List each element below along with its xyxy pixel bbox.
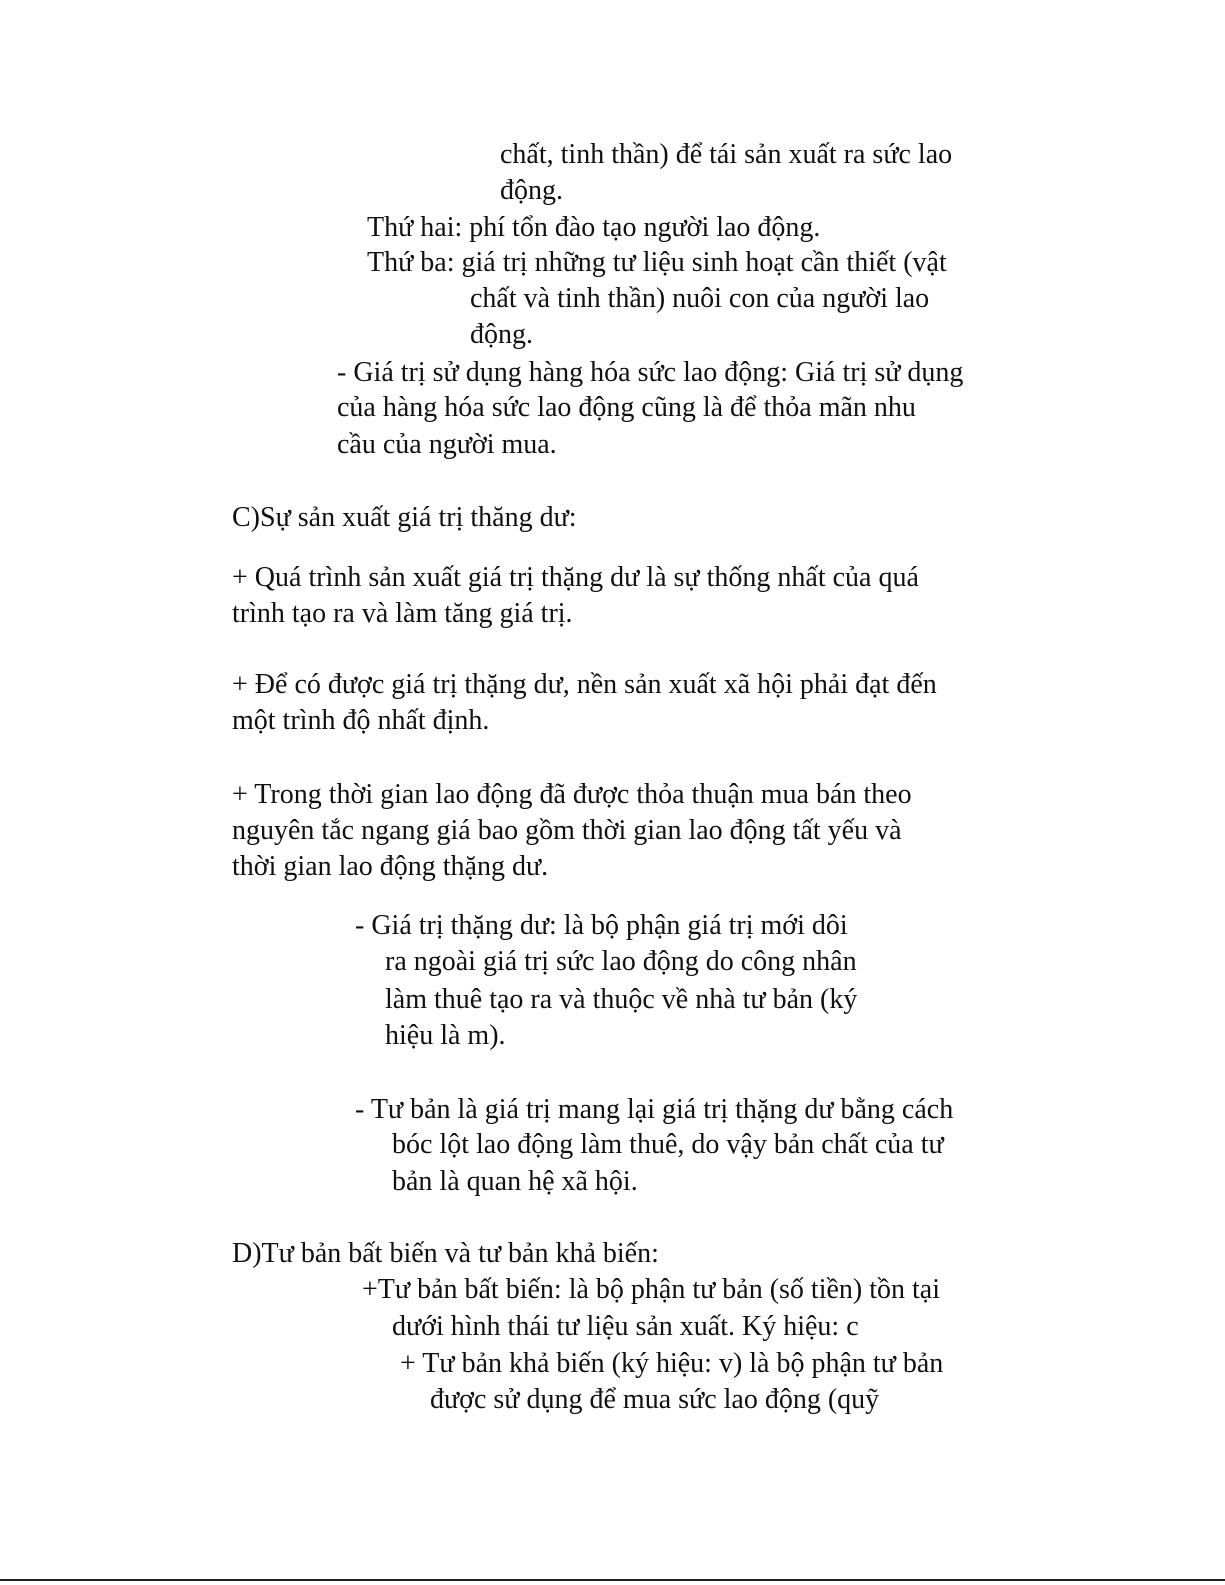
text-line: - Giá trị sử dụng hàng hóa sức lao động: Giá trị sử dụng — [337, 357, 964, 388]
text-line: dưới hình thái tư liệu sản xuất. Ký hiệu: c — [392, 1311, 859, 1342]
text-line: bóc lột lao động làm thuê, do vậy bản chất của tư — [392, 1129, 944, 1160]
text-line: - Giá trị thặng dư: là bộ phận giá trị mới dôi — [355, 910, 848, 941]
text-line: trình tạo ra và làm tăng giá trị. — [232, 598, 573, 629]
text-line: +Tư bản bất biến: là bộ phận tư bản (số tiền) tồn tại — [362, 1274, 941, 1305]
text-line: của hàng hóa sức lao động cũng là để thỏa mãn nhu — [337, 392, 916, 423]
text-line: + Quá trình sản xuất giá trị thặng dư là sự thống nhất của quá — [232, 562, 919, 593]
text-line: chất và tinh thần) nuôi con của người lao — [470, 283, 930, 314]
text-line: + Để có được giá trị thặng dư, nền sản xuất xã hội phải đạt đến — [232, 669, 937, 700]
text-line: Thứ hai: phí tổn đào tạo người lao động. — [367, 212, 821, 243]
text-line: làm thuê tạo ra và thuộc về nhà tư bản (ký — [385, 984, 858, 1015]
text-line: + Tư bản khả biến (ký hiệu: v) là bộ phận tư bản — [400, 1348, 944, 1379]
text-line: thời gian lao động thặng dư. — [232, 851, 549, 882]
text-line: ra ngoài giá trị sức lao động do công nhân — [385, 946, 857, 977]
text-line: Thứ ba: giá trị những tư liệu sinh hoạt cần thiết (vật — [367, 247, 947, 278]
text-line: một trình độ nhất định. — [232, 705, 490, 736]
text-line: cầu của người mua. — [337, 429, 557, 460]
text-line: - Tư bản là giá trị mang lại giá trị thặng dư bằng cách — [355, 1094, 954, 1125]
text-line: hiệu là m). — [385, 1020, 506, 1051]
text-line: được sử dụng để mua sức lao động (quỹ — [430, 1384, 880, 1415]
text-line: nguyên tắc ngang giá bao gồm thời gian lao động tất yếu và — [232, 815, 902, 846]
text-line: + Trong thời gian lao động đã được thỏa thuận mua bán theo — [232, 779, 912, 810]
section-heading-d: D)Tư bản bất biến và tư bản khả biến: — [232, 1238, 659, 1269]
text-line: động. — [500, 175, 563, 206]
text-line: động. — [470, 319, 533, 350]
text-line: bản là quan hệ xã hội. — [392, 1166, 638, 1197]
text-line: chất, tinh thần) để tái sản xuất ra sức lao — [500, 139, 953, 170]
page-bottom-border — [0, 1579, 1225, 1581]
section-heading-c: C)Sự sản xuất giá trị thăng dư: — [232, 502, 577, 533]
